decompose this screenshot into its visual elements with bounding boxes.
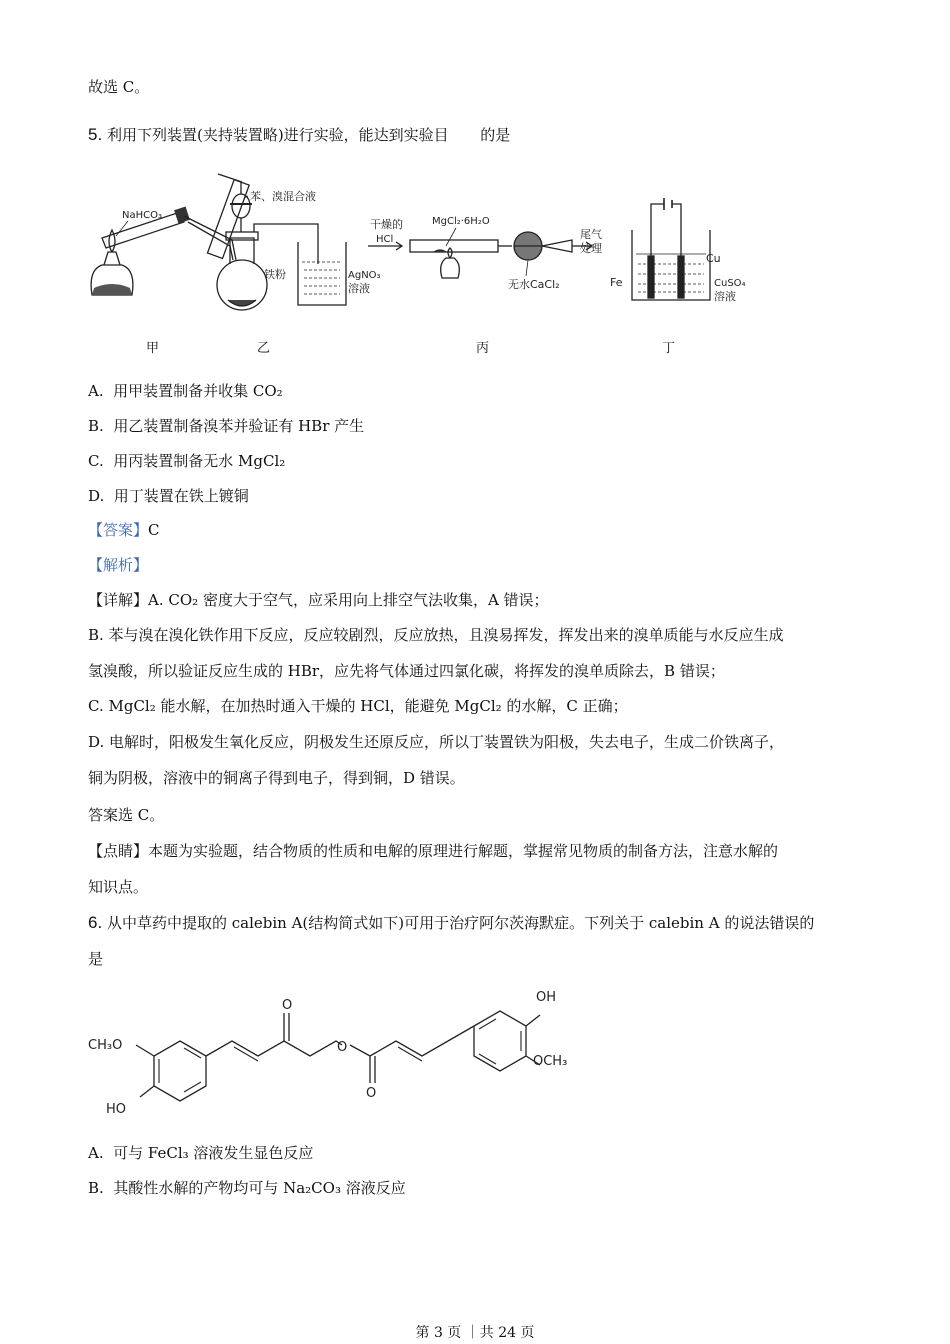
q5-stem-text: 利用下列装置(夹持装置略)进行实验，能达到实验目 bbox=[106, 126, 449, 144]
detail-line-3: 氢溴酸，所以验证反应生成的 HBr，应先将气体通过四氯化碳，将挥发的溴单质除去，B 错误； bbox=[88, 662, 725, 680]
bing-cacl2: 无水CaCl₂ bbox=[508, 278, 560, 291]
caption-jia: 甲 bbox=[146, 341, 160, 356]
comment-line-1 bbox=[88, 840, 778, 862]
yi-solution: 溶液 bbox=[348, 282, 370, 295]
intro-line: 故选 C。 bbox=[88, 78, 150, 96]
apparatus-yi bbox=[217, 182, 381, 310]
caption-bing: 丙 bbox=[476, 341, 490, 356]
q6-stem-text: 从中草药中提取的 calebin A(结构简式如下)可用于治疗阿尔茨海默症。下列关于 calebin A 的说法错误的 bbox=[106, 914, 815, 932]
detail-text-1: A. CO₂ 密度大于空气，应采用向上排空气法收集，A 错误； bbox=[148, 591, 549, 609]
comment-text-1: 本题为实验题，结合物质的性质和电解的原理进行解题，掌握常见物质的制备方法，注意水解的 bbox=[148, 842, 779, 860]
bing-hcl-1: 干燥的 bbox=[370, 218, 403, 231]
q6-option-a: A. 可与 FeCl₃ 溶液发生显色反应 bbox=[88, 1144, 314, 1162]
q5-apparatus-figure bbox=[80, 160, 780, 330]
oh-right: OH bbox=[536, 990, 557, 1005]
ding-fe: Fe bbox=[610, 276, 623, 289]
q5-answer bbox=[88, 519, 160, 541]
q5-stem-tail: 的是 bbox=[480, 126, 511, 144]
q5-stem bbox=[88, 124, 510, 146]
q6-number: 6. bbox=[88, 913, 103, 932]
comment-line-2: 知识点。 bbox=[88, 878, 149, 896]
bing-hcl-2: HCl bbox=[376, 234, 394, 245]
q5-option-d: D. 用丁装置在铁上镀铜 bbox=[88, 487, 249, 505]
answer-value: C bbox=[148, 521, 160, 539]
caption-ding: 丁 bbox=[662, 341, 676, 356]
yi-agno3: AgNO₃ bbox=[348, 270, 381, 281]
detail-line-2: B. 苯与溴在溴化铁作用下反应，反应较剧烈，反应放热，且溴易挥发，挥发出来的溴单质能与水反应生成 bbox=[88, 626, 784, 644]
bing-waste-1: 尾气 bbox=[580, 228, 602, 241]
q5-option-a: A. 用甲装置制备并收集 CO₂ bbox=[88, 382, 283, 400]
apparatus-bing bbox=[368, 216, 602, 291]
detail-line-4: C. MgCl₂ 能水解，在加热时通入干燥的 HCl，能避免 MgCl₂ 的水解，C 正确； bbox=[88, 697, 628, 715]
calebin-a-structure bbox=[80, 985, 580, 1120]
yi-iron: 铁粉 bbox=[264, 268, 286, 281]
detail-line-6: 铜为阴极，溶液中的铜离子得到电子，得到铜，D 错误。 bbox=[88, 769, 465, 787]
q5-option-b: B. 用乙装置制备溴苯并验证有 HBr 产生 bbox=[88, 417, 365, 435]
analysis-tag: 【解析】 bbox=[88, 556, 149, 574]
ding-cu: Cu bbox=[706, 252, 721, 265]
o-ketone: O bbox=[282, 998, 293, 1013]
caption-yi: 乙 bbox=[257, 341, 271, 356]
answer-tag: 【答案】 bbox=[88, 521, 149, 539]
ho-left: HO bbox=[106, 1102, 127, 1117]
och3-right: OCH₃ bbox=[533, 1054, 568, 1069]
detail-line-1 bbox=[88, 589, 549, 611]
bing-mgcl2: MgCl₂·6H₂O bbox=[432, 216, 490, 227]
detail-line-5: D. 电解时，阳极发生氧化反应，阴极发生还原反应，所以丁装置铁为阳极，失去电子，生成二价铁离子， bbox=[88, 733, 785, 751]
detail-line-7: 答案选 C。 bbox=[88, 806, 165, 824]
detail-tag: 【详解】 bbox=[88, 591, 149, 609]
ding-cuso4: CuSO₄ bbox=[714, 278, 746, 289]
q5-number: 5. bbox=[88, 125, 103, 144]
q6-stem-2: 是 bbox=[88, 950, 104, 968]
q6-option-b: B. 其酸性水解的产物均可与 Na₂CO₃ 溶液反应 bbox=[88, 1179, 406, 1197]
o-carbonyl: O bbox=[366, 1086, 377, 1101]
ding-solution: 溶液 bbox=[714, 290, 736, 303]
q6-stem-1 bbox=[88, 912, 814, 934]
bing-waste-2: 处理 bbox=[580, 242, 602, 255]
apparatus-ding bbox=[610, 198, 746, 303]
page-footer: 第 3 页 ｜共 24 页 bbox=[415, 1325, 535, 1341]
comment-tag: 【点睛】 bbox=[88, 842, 149, 860]
q5-option-c: C. 用丙装置制备无水 MgCl₂ bbox=[88, 452, 286, 470]
jia-reagent: NaHCO₃ bbox=[122, 210, 162, 221]
o-ester: O bbox=[337, 1040, 348, 1055]
yi-top-label: 苯、溴混合液 bbox=[250, 190, 316, 203]
ch3o-left: CH₃O bbox=[88, 1038, 123, 1053]
